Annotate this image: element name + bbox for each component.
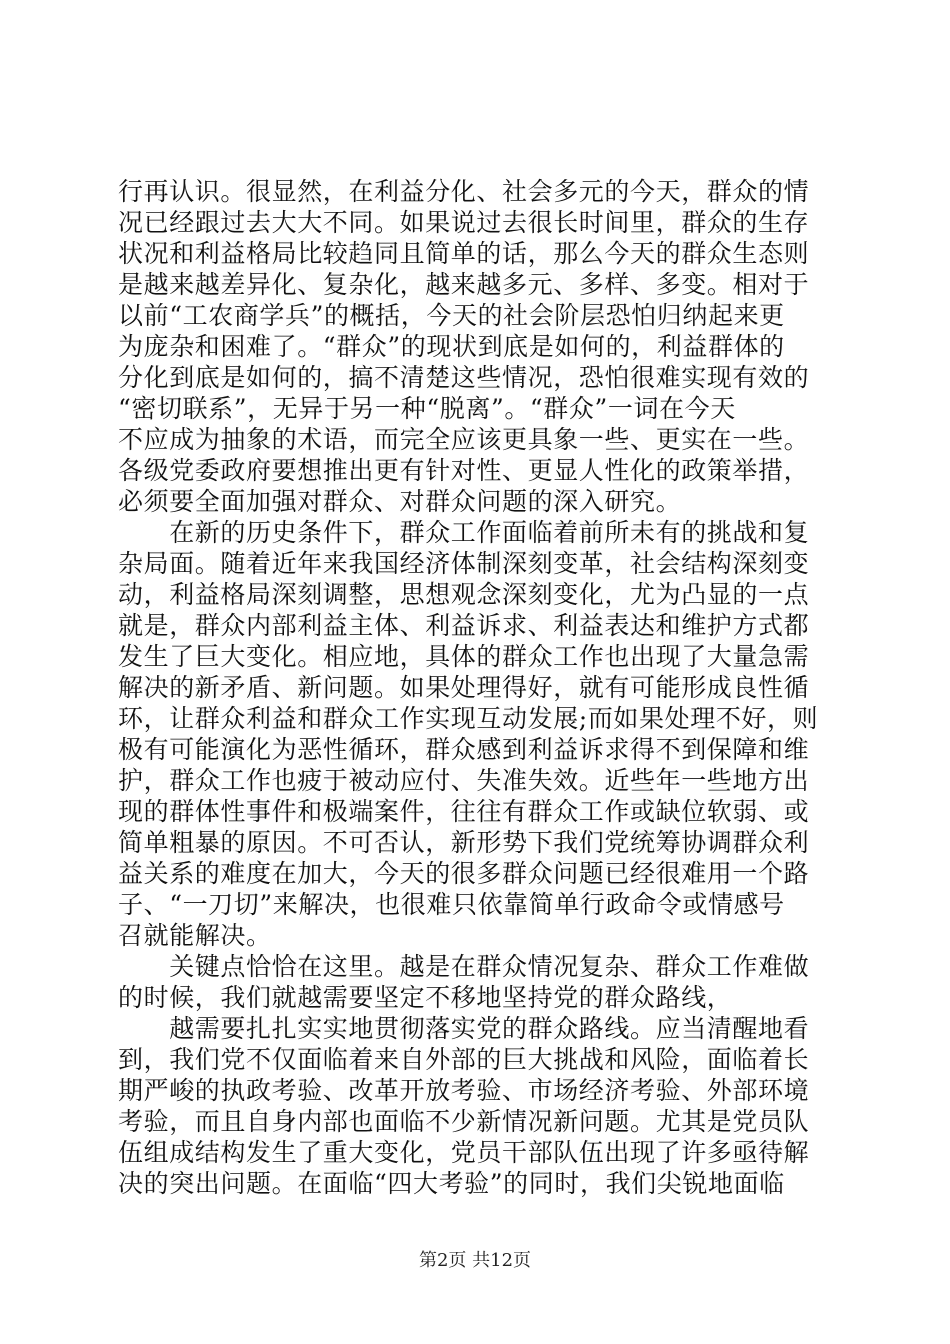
text-line: 到，我们党不仅面临着来自外部的巨大挑战和风险，面临着长 (118, 1045, 810, 1074)
text-line: 伍组成结构发生了重大变化，党员干部队伍出现了许多亟待解 (118, 1138, 810, 1167)
text-line: 决的突出问题。在面临“四大考验”的同时，我们尖锐地面临 (118, 1169, 785, 1198)
text-line: 简单粗暴的原因。不可否认，新形势下我们党统筹协调群众利 (118, 828, 810, 857)
text-line: 护，群众工作也疲于被动应付、失准失效。近些年一些地方出 (118, 766, 810, 795)
text-line: 发生了巨大变化。相应地，具体的群众工作也出现了大量急需 (118, 642, 810, 671)
text-line: 行再认识。很显然，在利益分化、社会多元的今天，群众的情 (118, 177, 810, 206)
text-line: 不应成为抽象的术语，而完全应该更具象一些、更实在一些。 (118, 425, 810, 454)
text-line: 各级党委政府要想推出更有针对性、更显人性化的政策举措， (118, 456, 810, 485)
text-line: 必须要全面加强对群众、对群众问题的深入研究。 (118, 487, 682, 516)
page-footer: 第2页 共12页 (418, 1250, 532, 1271)
text-line: “密切联系”，无异于另一种“脱离”。“群众”一词在今天 (118, 394, 736, 423)
text-line: 是越来越差异化、复杂化，越来越多元、多样、多变。相对于 (118, 270, 810, 299)
text-line: 状况和利益格局比较趋同且简单的话，那么今天的群众生态则 (118, 239, 810, 268)
body-text (118, 176, 838, 1199)
text-line: 动，利益格局深刻调整，思想观念深刻变化，尤为凸显的一点 (118, 580, 810, 609)
text-line: 在新的历史条件下，群众工作面临着前所未有的挑战和复 (118, 518, 810, 547)
text-line: 考验，而且自身内部也面临不少新情况新问题。尤其是党员队 (118, 1107, 810, 1136)
text-line: 越需要扎扎实实地贯彻落实党的群众路线。应当清醒地看 (118, 1014, 810, 1043)
text-line: 解决的新矛盾、新问题。如果处理得好，就有可能形成良性循 (118, 673, 810, 702)
text-line: 期严峻的执政考验、改革开放考验、市场经济考验、外部环境 (118, 1076, 810, 1105)
text-line: 召就能解决。 (118, 921, 272, 950)
text-line: 益关系的难度在加大，今天的很多群众问题已经很难用一个路 (118, 859, 810, 888)
text-line: 现的群体性事件和极端案件，往往有群众工作或缺位软弱、或 (118, 797, 810, 826)
text-line: 以前“工农商学兵”的概括，今天的社会阶层恐怕归纳起来更 (118, 301, 785, 330)
text-line: 为庞杂和困难了。“群众”的现状到底是如何的，利益群体的 (118, 332, 785, 361)
text-line: 况已经跟过去大大不同。如果说过去很长时间里，群众的生存 (118, 208, 810, 237)
text-line: 极有可能演化为恶性循环，群众感到利益诉求得不到保障和维 (118, 735, 810, 764)
text-line: 环，让群众利益和群众工作实现互动发展;而如果处理不好，则 (118, 704, 819, 733)
text-line: 就是，群众内部利益主体、利益诉求、利益表达和维护方式都 (118, 611, 810, 640)
text-line: 杂局面。随着近年来我国经济体制深刻变革，社会结构深刻变 (118, 549, 810, 578)
text-line: 关键点恰恰在这里。越是在群众情况复杂、群众工作难做 (118, 952, 810, 981)
text-line: 的时候，我们就越需要坚定不移地坚持党的群众路线， (118, 983, 733, 1012)
text-line: 分化到底是如何的，搞不清楚这些情况，恐怕很难实现有效的 (118, 363, 810, 392)
text-line: 子、“一刀切”来解决，也很难只依靠简单行政命令或情感号 (118, 890, 785, 919)
